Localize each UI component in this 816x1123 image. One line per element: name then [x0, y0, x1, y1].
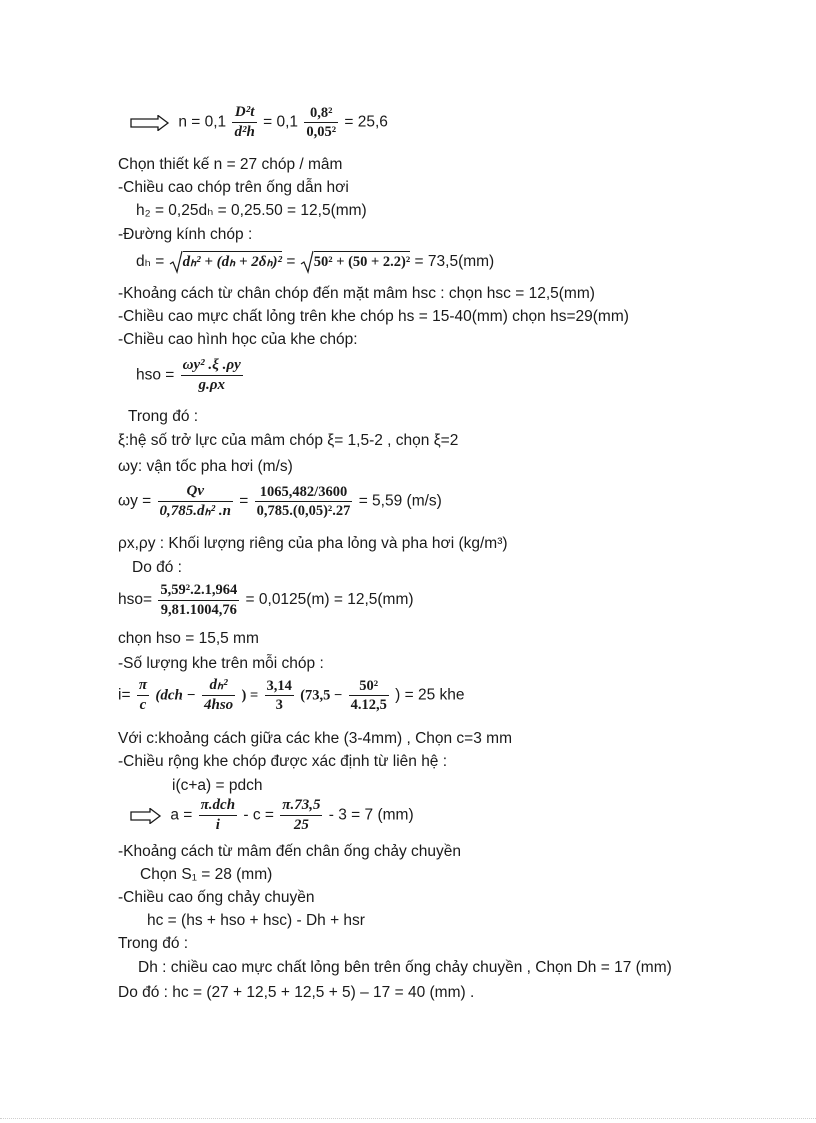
n-frac1-den: d²h	[234, 124, 255, 140]
final-line: Do đó : hc = (27 + 12,5 + 12,5 + 5) – 17 = 40 (mm) .	[118, 984, 475, 1001]
do-do-1: Do đó :	[132, 559, 182, 576]
i-formula	[118, 678, 465, 713]
wy-line: ωy: vận tốc pha hơi (m/s)	[118, 458, 293, 475]
i-mid1: (dch −	[155, 687, 196, 704]
hso2-num: 5,59².2.1,964	[158, 583, 239, 601]
dch-lhs: dₕ =	[136, 253, 165, 271]
dch-eq: =	[286, 253, 296, 271]
a-result: - 3 = 7 (mm)	[328, 806, 414, 824]
a-mid: - c =	[243, 806, 274, 824]
wy-frac1-num: Qv	[158, 484, 233, 502]
dch-sqrt1: dₕ² + (dₕ + 2δₕ)²	[183, 251, 282, 270]
i-frac2-num: dₕ²	[202, 678, 235, 696]
hso2-den: 9,81.1004,76	[160, 601, 237, 618]
xi-line: ξ:hệ số trở lực của mâm chóp ξ= 1,5-2 , chọn ξ=2	[118, 432, 459, 449]
i-result: ) = 25 khe	[395, 686, 465, 704]
wy-eq: =	[239, 492, 249, 510]
chon-hso-line: chọn hso = 15,5 mm	[118, 630, 259, 647]
hso-num: ωy² .ξ .ρy	[181, 358, 243, 376]
n-result: = 25,6	[344, 113, 388, 131]
sqrt-icon	[169, 250, 183, 274]
i-frac3-num: 3,14	[265, 679, 294, 697]
i-lhs: i=	[118, 686, 131, 704]
implies-arrow-icon	[130, 808, 162, 824]
h2-title: -Chiều cao chóp trên ống dẫn hơi	[118, 179, 349, 196]
wy-formula	[118, 484, 442, 519]
trong-do-2: Trong đó :	[118, 935, 189, 952]
hso2-lhs: hso=	[118, 591, 153, 609]
a-frac1-num: π.dch	[199, 798, 237, 816]
a-frac2-den: 25	[293, 817, 309, 833]
wy-frac2-num: 1065,482/3600	[255, 485, 353, 503]
sqrt-block-2	[300, 250, 411, 274]
hso2-result: = 0,0125(m) = 12,5(mm)	[245, 591, 414, 609]
i-frac4-num: 50²	[349, 679, 389, 697]
h2-equation: h₂ = 0,25dₕ = 0,25.50 = 12,5(mm)	[136, 202, 367, 219]
a-relation: i(c+a) = pdch	[172, 777, 263, 794]
hso-title: -Chiều cao hình học của khe chóp:	[118, 331, 358, 348]
hc-equation: hc = (hs + hso + hsc) - Dh + hsr	[147, 912, 365, 929]
wy-frac2-den: 0,785.(0,05)².27	[256, 503, 351, 519]
hso-lhs: hso =	[136, 366, 175, 384]
n-equation	[130, 105, 388, 140]
s1-title: -Khoảng cách từ mâm đến chân ống chảy chuyền	[118, 843, 461, 860]
a-frac1-den: i	[215, 817, 220, 833]
rho-line: ρx,ρy : Khối lượng riêng của pha lỏng và pha hơi (kg/m³)	[118, 535, 508, 552]
n-prefix: n = 0,1	[178, 113, 227, 131]
hso-formula	[136, 358, 245, 393]
i-frac2-den: 4hso	[203, 697, 234, 713]
i-frac1-den: c	[139, 697, 147, 713]
i-mid3: (73,5 −	[300, 687, 343, 704]
implies-arrow-icon	[130, 115, 170, 131]
i-frac1-num: π	[137, 678, 149, 696]
hc-title: -Chiều cao ống chảy chuyền	[118, 889, 315, 906]
n-mid: = 0,1	[263, 113, 299, 131]
trong-do-1: Trong đó :	[128, 408, 199, 425]
chon-n-line: Chọn thiết kế n = 27 chóp / mâm	[118, 156, 343, 173]
wy-lhs: ωy =	[118, 492, 152, 510]
dch-sqrt2: 50² + (50 + 2.2)²	[314, 251, 411, 270]
a-lhs: a =	[170, 806, 193, 824]
khe-title: -Số lượng khe trên mỗi chóp :	[118, 655, 324, 672]
s1-line: Chọn S₁ = 28 (mm)	[140, 866, 273, 883]
a-frac2-num: π.73,5	[280, 798, 322, 816]
a-title: -Chiều rộng khe chóp được xác định từ liên hệ :	[118, 753, 448, 770]
i-frac3-den: 3	[275, 697, 283, 713]
page-bottom-border	[0, 1118, 816, 1119]
n-frac2-num: 0,8²	[304, 106, 338, 124]
a-formula	[130, 798, 414, 833]
dch-result: = 73,5(mm)	[414, 253, 495, 271]
hsc-line: -Khoảng cách từ chân chóp đến mặt mâm hsc : chọn hsc = 12,5(mm)	[118, 285, 595, 302]
wy-result: = 5,59 (m/s)	[358, 492, 442, 510]
hs-line: -Chiều cao mực chất lỏng trên khe chóp hs = 15-40(mm) chọn hs=29(mm)	[118, 308, 629, 325]
sqrt-block-1	[169, 250, 282, 274]
dh-line: Dh : chiều cao mực chất lỏng bên trên ống chảy chuyền , Chọn Dh = 17 (mm)	[138, 959, 672, 976]
hso-den: g.ρx	[198, 377, 225, 393]
dch-title: -Đường kính chóp :	[118, 226, 253, 243]
c-line: Với c:khoảng cách giữa các khe (3-4mm) , Chọn c=3 mm	[118, 730, 512, 747]
dch-equation	[136, 250, 494, 274]
i-mid2: ) =	[241, 687, 259, 704]
sqrt-icon	[300, 250, 314, 274]
wy-frac1-den: 0,785.dₕ² .n	[159, 503, 231, 519]
i-frac4-den: 4.12,5	[350, 697, 387, 713]
n-frac2-den: 0,05²	[306, 124, 337, 140]
hso-numeric	[118, 583, 414, 617]
n-frac1-num: D²t	[232, 105, 256, 123]
